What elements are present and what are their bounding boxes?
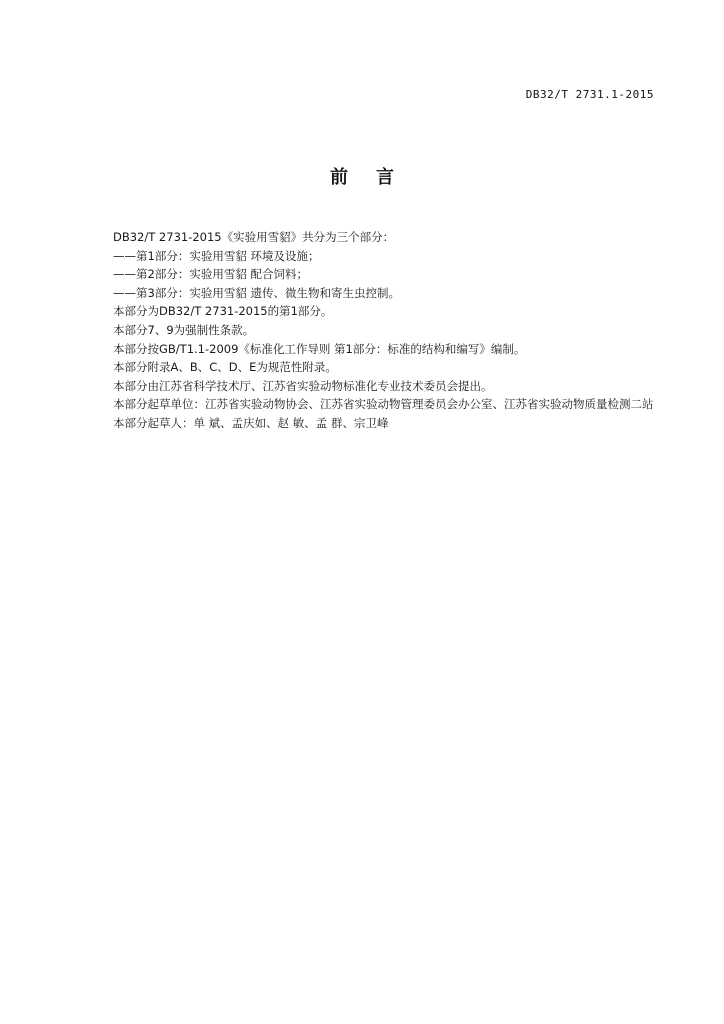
paragraph-annexes: 本部分附录A、B、C、D、E为规范性附录。	[113, 360, 337, 375]
page-title: 前言	[330, 167, 422, 188]
paragraph-part-3: ——第3部分：实验用雪貂 遗传、微生物和寄生虫控制。	[113, 285, 400, 300]
paragraph-series-intro: DB32/T 2731-2015《实验用雪貂》共分为三个部分：	[113, 230, 395, 244]
document-code: DB32/T 2731.1-2015	[525, 88, 654, 101]
paragraph-part-1: ——第1部分：实验用雪貂 环境及设施；	[113, 248, 320, 263]
paragraph-mandatory-clauses: 本部分7、9为强制性条款。	[113, 322, 255, 337]
paragraph-drafters: 本部分起草人：单 斌、孟庆如、赵 敏、孟 群、宗卫峰	[113, 415, 389, 430]
paragraph-this-part: 本部分为DB32/T 2731-2015的第1部分。	[113, 304, 333, 319]
foreword-body	[85, 228, 660, 433]
paragraph-drafting-units: 本部分起草单位：江苏省实验动物协会、江苏省实验动物管理委员会办公室、江苏省实验动物质量检测二站	[113, 397, 654, 412]
paragraph-part-2: ——第2部分：实验用雪貂 配合饲料；	[113, 267, 308, 282]
paragraph-drafting-rules: 本部分按GB/T1.1-2009《标准化工作导则 第1部分：标准的结构和编写》编制。	[113, 341, 526, 356]
paragraph-proposer: 本部分由江苏省科学技术厅、江苏省实验动物标准化专业技术委员会提出。	[113, 378, 493, 393]
